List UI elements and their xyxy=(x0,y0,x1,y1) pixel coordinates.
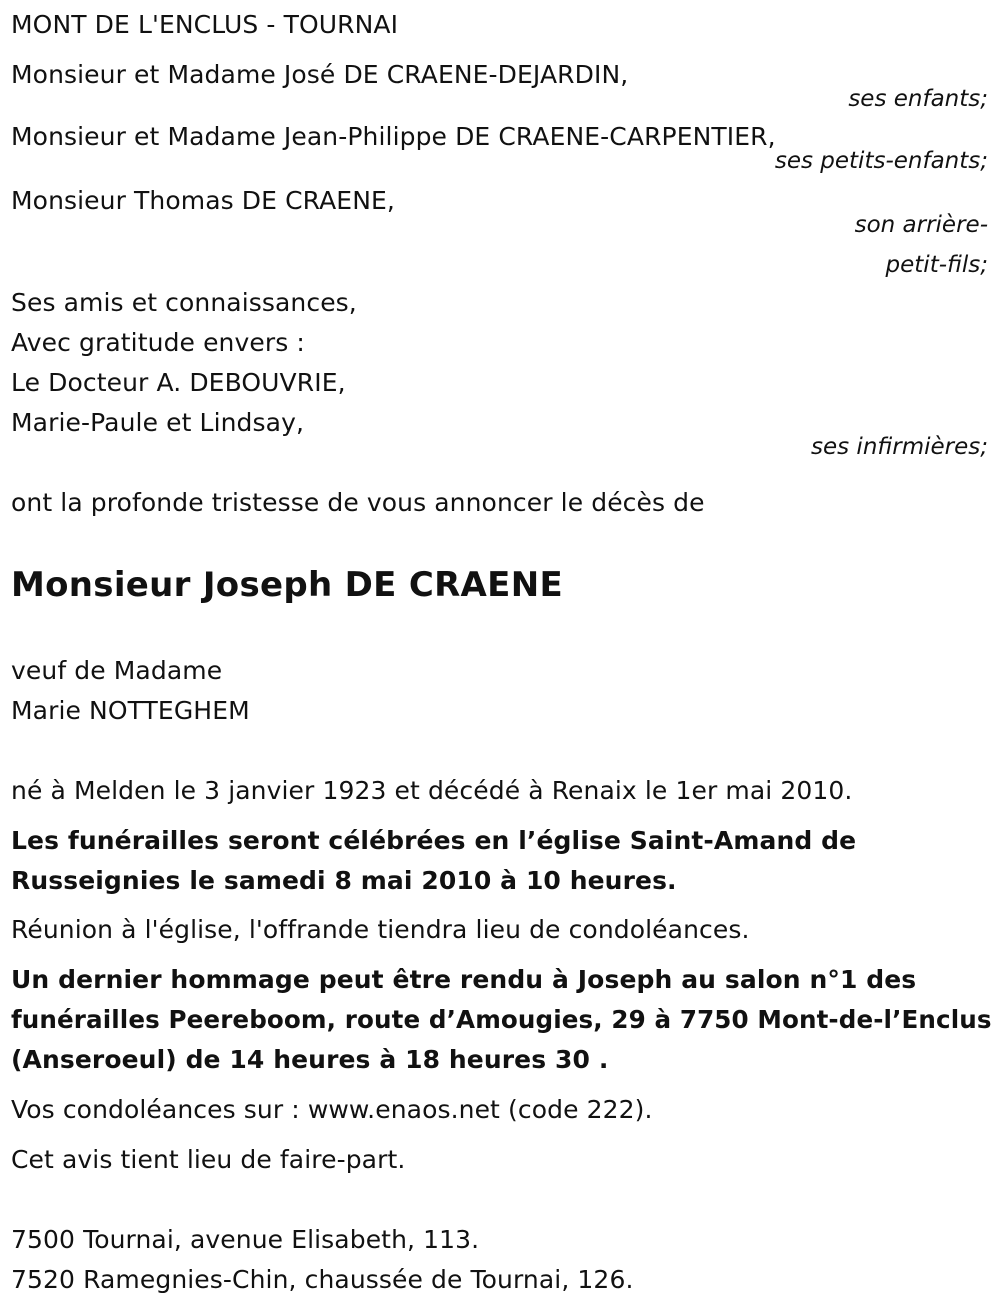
relation-nurses: ses infirmières; xyxy=(811,434,988,460)
nurses-line: Marie-Paule et Lindsay, xyxy=(11,408,305,437)
relation-grandchildren: ses petits-enfants; xyxy=(774,148,988,174)
funeral-line-2: Russeignies le samedi 8 mai 2010 à 10 heures. xyxy=(11,866,677,895)
deceased-name: Monsieur Joseph DE CRAENE xyxy=(11,565,563,605)
funeral-line-1: Les funérailles seront célébrées en l’église Saint-Amand de xyxy=(11,826,857,855)
widow-line-2: Marie NOTTEGHEM xyxy=(11,696,250,725)
address-line-2: 7520 Ramegnies-Chin, chaussée de Tournai, 126. xyxy=(11,1265,634,1294)
condolences-line: Vos condoléances sur : www.enaos.net (code 222). xyxy=(11,1095,653,1124)
family-line-great-grandchild: Monsieur Thomas DE CRAENE, xyxy=(11,186,395,215)
friends-line: Ses amis et connaissances, xyxy=(11,288,357,317)
tribute-line-2: funérailles Peereboom, route d’Amougies, 29 à 7750 Mont-de-l’Enclus xyxy=(11,1005,992,1034)
family-line-children: Monsieur et Madame José DE CRAENE-DEJARDIN, xyxy=(11,60,629,89)
widow-line-1: veuf de Madame xyxy=(11,656,223,685)
relation-children: ses enfants; xyxy=(848,86,988,112)
location-header: MONT DE L'ENCLUS - TOURNAI xyxy=(11,10,399,39)
tribute-line-3: (Anseroeul) de 14 heures à 18 heures 30 . xyxy=(11,1045,609,1074)
tribute-line-1: Un dernier hommage peut être rendu à Joseph au salon n°1 des xyxy=(11,965,917,994)
address-line-1: 7500 Tournai, avenue Elisabeth, 113. xyxy=(11,1225,480,1254)
doctor-line: Le Docteur A. DEBOUVRIE, xyxy=(11,368,346,397)
announcement-text: ont la profonde tristesse de vous annoncer le décès de xyxy=(11,488,705,517)
meeting-line: Réunion à l'église, l'offrande tiendra lieu de condoléances. xyxy=(11,915,750,944)
birth-death-dates: né à Melden le 3 janvier 1923 et décédé à Renaix le 1er mai 2010. xyxy=(11,776,853,805)
gratitude-line: Avec gratitude envers : xyxy=(11,328,305,357)
family-line-grandchildren: Monsieur et Madame Jean-Philippe DE CRAENE-CARPENTIER, xyxy=(11,122,776,151)
notice-line: Cet avis tient lieu de faire-part. xyxy=(11,1145,406,1174)
relation-great-grandchild-part2: petit-fils; xyxy=(885,252,988,278)
relation-great-grandchild-part1: son arrière- xyxy=(854,212,988,238)
